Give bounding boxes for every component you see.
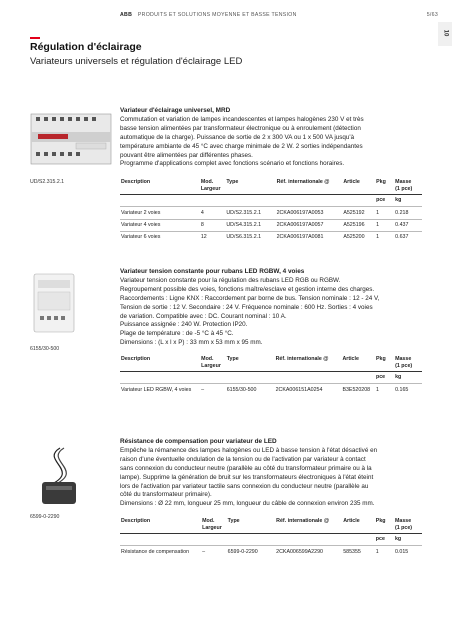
desc-line: Dimensions : Ø 22 mm, longueur 25 mm, longueur du câble de connexion environ 235 mm. <box>120 500 375 508</box>
desc-line: Puissance assignée : 240 W. Protection IP20. <box>120 321 248 329</box>
product-code-2: 6155/30-500 <box>30 346 60 352</box>
product-code-3: 6599-0-2290 <box>30 514 60 520</box>
product-table-1: Description Mod. Largeur Type Réf. internationale @ Article Pkg Masse (1 pce) pce kg Variateur 2 voies 4 UD/S2.315.2.1 2CKA006197A0053 A525192 1 0.218 Variateur 4 voies 8 UD/S4.315.2.1 2CKA006197A0057 A525196 1 0.437 Variateur 6 voies 12 UD/S6.315.2.1 2CKA006197A0081 A525200 1 0.637 <box>120 177 422 243</box>
brand-name: ABB <box>120 12 133 18</box>
product-table-2: Description Mod. Largeur Type Réf. internationale @ Article Pkg Masse (1 pce) pce kg Variateur LED RGBW, 4 voies – 6155/30-500 2CKA006151A0254 B3E520208 1 0.165 <box>120 354 422 396</box>
page-header <box>120 12 438 18</box>
section-name: PRODUITS ET SOLUTIONS MOYENNE ET BASSE TENSION <box>137 12 297 18</box>
col-pkg: Pkg <box>376 178 386 185</box>
table-row: Variateur 4 voies 8 UD/S4.315.2.1 2CKA006197A0057 A525196 1 0.437 <box>120 219 422 231</box>
col-article: Article <box>343 178 360 185</box>
col-masse: Masse (1 pce) <box>395 178 413 192</box>
table-row: Variateur LED RGBW, 4 voies – 6155/30-500 2CKA006151A0254 B3E520208 1 0.165 <box>120 384 422 396</box>
page-number: 5/63 <box>426 12 438 18</box>
product-table-3: Description Mod. Largeur Type Réf. internationale @ Article Pkg Masse (1 pce) pce kg Résistance de compensation – 6599-0-2290 2CKA006599A2290 585355 1 0.015 <box>120 516 422 558</box>
desc-line: côté du transformateur primaire). <box>120 491 212 499</box>
page-title: Régulation d'éclairage <box>30 41 142 53</box>
desc-line: Raccordements : Ligne KNX : Raccordement par borne de bus. Tension nominale : 12 - 24 V, <box>120 294 380 302</box>
desc-line: lors de l'activation par variateur tactile sans connexion du conducteur neutre (parallèle au <box>120 482 369 490</box>
page-subtitle: Variateurs universels et régulation d'éclairage LED <box>30 56 243 67</box>
col-mod: Mod. Largeur <box>200 178 221 192</box>
desc-line: raison d'une éventuelle ondulation de la tension ou de l'activation par variateur à contact <box>120 455 366 463</box>
desc-line: Commutation et variation de lampes incandescentes et lampes halogènes 230 V et très <box>120 115 364 123</box>
desc-line: Plage de température : de -5 °C à 45 °C. <box>120 330 234 338</box>
desc-line: Dimensions : (L x l x P) : 33 mm x 53 mm x 95 mm. <box>120 339 263 347</box>
desc-line: Empêche la rémanence des lampes halogènes ou LED à basse tension à l'état désactivé en <box>120 446 378 454</box>
chapter-tab[interactable] <box>438 22 452 46</box>
product-code-1: UD/S2.315.2.1 <box>30 179 65 185</box>
col-description: Description <box>121 178 151 185</box>
desc-line: pouvant être alimentées par différentes phases. <box>120 151 253 159</box>
product-description-3 <box>120 438 422 509</box>
table-row: Résistance de compensation – 6599-0-2290 2CKA006599A2290 585355 1 0.015 <box>120 546 422 558</box>
col-ref: Réf. internationale @ <box>276 178 330 185</box>
desc-line: Programme d'applications complet avec fonctions scénario et fonctions horaires. <box>120 160 345 168</box>
desc-line: Regroupement possible des voies, fonctions maître/esclave et gestion interne des charges. <box>120 285 375 293</box>
desc-line: Variateur tension constante pour la régulation des rubans LED RGB ou RGBW. <box>120 276 341 284</box>
product-description-1 <box>120 107 422 169</box>
table-row: Variateur 2 voies 4 UD/S2.315.2.1 2CKA006197A0053 A525192 1 0.218 <box>120 207 422 219</box>
table-row: Variateur 6 voies 12 UD/S6.315.2.1 2CKA006197A0081 A525200 1 0.637 <box>120 231 422 243</box>
accent-bar <box>30 37 40 39</box>
product-title-3: Résistance de compensation pour variateur de LED <box>120 438 277 445</box>
desc-line: Tension de sortie : 12 V. Secondaire : 24 V. Fréquence nominale : 600 Hz. Sorties : 4 voies <box>120 303 373 311</box>
compensation-resistor-image <box>30 440 90 508</box>
desc-line: de variation. Compatible avec : DC. Courant nominal : 10 A. <box>120 312 287 320</box>
product-description-2 <box>120 268 422 348</box>
col-type: Type <box>226 178 239 185</box>
chapter-number: 10 <box>442 29 449 37</box>
desc-line: lampe). Supprime la génération de bruit sur les transformateurs électroniques à l'état éteint <box>120 473 374 481</box>
product-title-2: Variateur tension constante pour rubans LED RGBW, 4 voies <box>120 268 305 275</box>
desc-line: température ambiante de 45 °C avec charge minimale de 2 W. 2 sorties indépendantes <box>120 142 363 150</box>
led-dimmer-image <box>32 272 76 334</box>
dimmer-module-image <box>30 108 112 170</box>
desc-line: basse tension alimentées par transformateur électronique ou à enroulement (détection <box>120 124 361 132</box>
desc-line: automatique de la charge). Puissance de sortie de 2 x 300 VA ou 1 x 500 VA jusqu'à <box>120 133 355 141</box>
desc-line: sans connexion du conducteur neutre (parallèle au côté du transformateur primaire ou à la <box>120 464 372 472</box>
product-title-1: Variateur d'éclairage universel, MRD <box>120 107 231 114</box>
